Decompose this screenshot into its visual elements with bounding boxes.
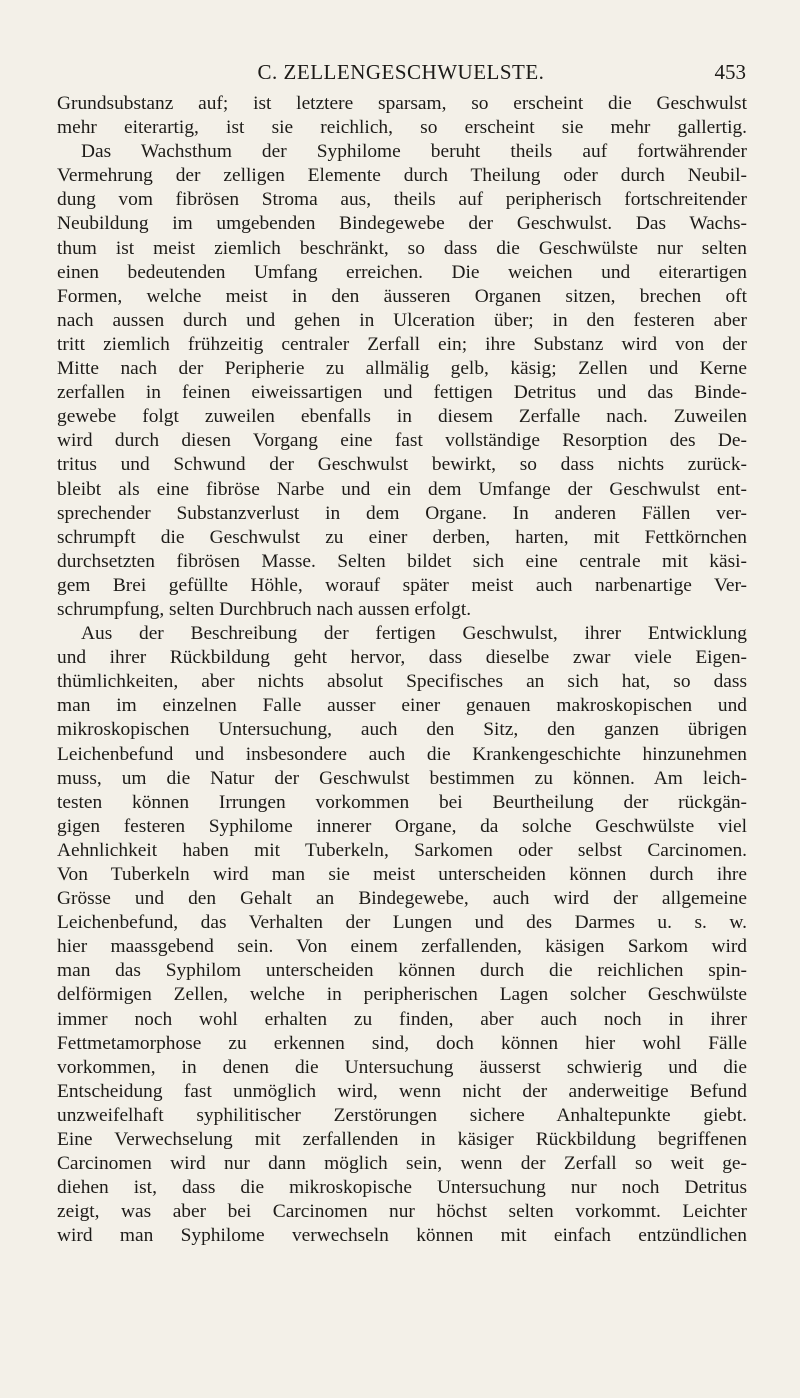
text-line: man das Syphilom unterscheiden können durch die reichlichen spin- [57, 960, 747, 982]
text-line: Neubildung im umgebenden Bindegewebe der Geschwulst. Das Wachs- [57, 213, 747, 235]
text-line: schrumpft die Geschwulst zu einer derben, harten, mit Fettkörnchen [57, 526, 747, 548]
page-header [56, 60, 746, 86]
text-line: Vermehrung der zelligen Elemente durch Theilung oder durch Neubil- [57, 165, 747, 187]
text-line: wird durch diesen Vorgang eine fast vollständige Resorption des De- [57, 430, 747, 452]
text-line: gigen festeren Syphilome innerer Organe, da solche Geschwülste viel [57, 815, 747, 837]
text-line: tritt ziemlich frühzeitig centraler Zerfall ein; ihre Substanz wird von der [57, 333, 747, 355]
text-line: hier maassgebend sein. Von einem zerfallenden, käsigen Sarkom wird [57, 936, 747, 958]
text-line: man im einzelnen Falle ausser einer genauen makroskopischen und [57, 695, 747, 717]
text-line: unzweifelhaft syphilitischer Zerstörungen sichere Anhaltepunkte giebt. [57, 1104, 747, 1126]
text-line: thum ist meist ziemlich beschränkt, so dass die Geschwülste nur selten [57, 237, 747, 259]
page-number: 453 [714, 60, 746, 84]
text-line: immer noch wohl erhalten zu finden, aber auch noch in ihrer [57, 1008, 747, 1030]
text-line: Aus der Beschreibung der fertigen Geschwulst, ihrer Entwicklung [81, 623, 747, 645]
text-line: und ihrer Rückbildung geht hervor, dass dieselbe zwar viele Eigen- [57, 647, 747, 669]
text-line: testen können Irrungen vorkommen bei Beurtheilung der rückgän- [57, 791, 747, 813]
text-line: vorkommen, in denen die Untersuchung äusserst schwierig und die [57, 1056, 747, 1078]
text-line: dung vom fibrösen Stroma aus, theils auf peripherisch fortschreitender [57, 189, 747, 211]
text-line: Aehnlichkeit haben mit Tuberkeln, Sarkomen oder selbst Carcinomen. [57, 839, 747, 861]
text-line: Leichenbefund und insbesondere auch die Krankengeschichte hinzunehmen [57, 743, 747, 765]
text-line: tritus und Schwund der Geschwulst bewirkt, so dass nichts zurück- [57, 454, 747, 476]
text-line: bleibt als eine fibröse Narbe und ein dem Umfange der Geschwulst ent- [57, 478, 747, 500]
text-line: gewebe folgt zuweilen ebenfalls in diesem Zerfalle nach. Zuweilen [57, 406, 747, 428]
text-line: Eine Verwechselung mit zerfallenden in käsiger Rückbildung begriffenen [57, 1129, 747, 1151]
text-line: Fettmetamorphose zu erkennen sind, doch können hier wohl Fälle [57, 1032, 747, 1054]
text-line: sprechender Substanzverlust in dem Organe. In anderen Fällen ver- [57, 502, 747, 524]
text-line: gem Brei gefüllte Höhle, worauf später meist auch narbenartige Ver- [57, 574, 747, 596]
text-line: zerfallen in feinen eiweissartigen und fettigen Detritus und das Binde- [57, 382, 747, 404]
text-line: Das Wachsthum der Syphilome beruht theils auf fortwährender [81, 141, 747, 163]
text-line: Grösse und den Gehalt an Bindegewebe, auch wird der allgemeine [57, 888, 747, 910]
text-line: mikroskopischen Untersuchung, auch den Sitz, den ganzen übrigen [57, 719, 747, 741]
text-line: Carcinomen wird nur dann möglich sein, wenn der Zerfall so weit ge- [57, 1153, 747, 1175]
text-line: durchsetzten fibrösen Masse. Selten bildet sich eine centrale mit käsi- [57, 550, 747, 572]
text-line: Entscheidung fast unmöglich wird, wenn nicht der anderweitige Befund [57, 1080, 747, 1102]
text-line: Leichenbefund, das Verhalten der Lungen und des Darmes u. s. w. [57, 912, 747, 934]
text-line: Von Tuberkeln wird man sie meist unterscheiden können durch ihre [57, 864, 747, 885]
text-line: delförmigen Zellen, welche in peripherischen Lagen solcher Geschwülste [57, 984, 747, 1006]
text-line: Grundsubstanz auf; ist letztere sparsam, so erscheint die Geschwulst [57, 93, 747, 114]
text-line: schrumpfung, selten Durchbruch nach aussen erfolgt. [57, 598, 472, 620]
text-line: muss, um die Natur der Geschwulst bestimmen zu können. Am leich- [57, 767, 747, 789]
text-line: zeigt, was aber bei Carcinomen nur höchst selten vorkommt. Leichter [57, 1201, 747, 1223]
text-line: nach aussen durch und gehen in Ulceration über; in den festeren aber [57, 309, 747, 331]
text-line: Formen, welche meist in den äusseren Organen sitzen, brechen oft [57, 285, 747, 307]
running-title: C. ZELLENGESCHWUELSTE. [257, 60, 545, 84]
body-text [57, 92, 747, 1249]
text-line: diehen ist, dass die mikroskopische Untersuchung nur noch Detritus [57, 1177, 747, 1199]
text-line: mehr eiterartig, ist sie reichlich, so erscheint sie mehr gallertig. [57, 117, 747, 139]
text-line: wird man Syphilome verwechseln können mit einfach entzündlichen [57, 1225, 747, 1247]
text-line: thümlichkeiten, aber nichts absolut Specifisches an sich hat, so dass [57, 671, 747, 693]
text-line: Mitte nach der Peripherie zu allmälig gelb, käsig; Zellen und Kerne [57, 358, 747, 380]
text-line: einen bedeutenden Umfang erreichen. Die weichen und eiterartigen [57, 261, 747, 283]
